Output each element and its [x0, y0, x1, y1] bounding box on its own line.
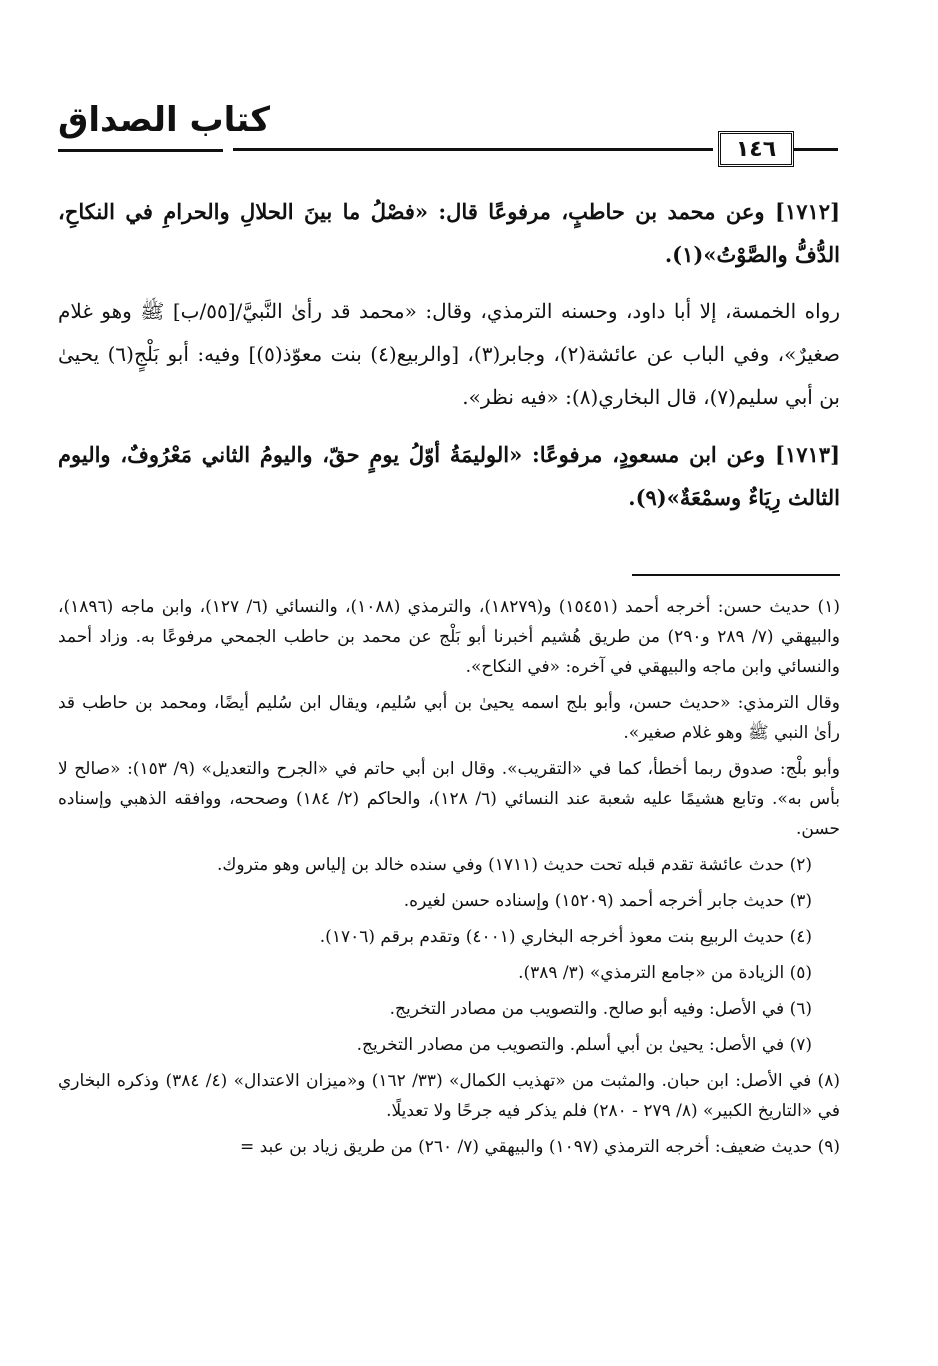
hadith-number: [١٧١٣]: [775, 442, 840, 467]
title-underline: [58, 149, 223, 152]
hadith-text: وعن ابن مسعودٍ، مرفوعًا: «الوليمَةُ أوّلُ يومٍ حقّ، واليومُ الثاني مَعْرُوفٌ، واليوم الثالث رِيَاءٌ وسمْعَةٌ»(٩).: [58, 442, 840, 510]
footnote-2: (٢) حدث عائشة تقدم قبله تحت حديث (١٧١١) وفي سنده خالد بن إلياس وهو متروك.: [216, 855, 812, 875]
main-text: [58, 190, 840, 533]
footnote-5: (٥) الزيادة من «جامع الترمذي» (٣/ ٣٨٩).: [518, 963, 812, 983]
page-header: [58, 95, 838, 170]
footnote-1-continued: وأبو بلْج: صدوق ربما أخطأ، كما في «التقريب». وقال ابن أبي حاتم في «الجرح والتعديل» (٩/ ١٥٣): «صالح لا بأس به». وتابع هشيمًا عليه شعبة عند النسائي (٦/ ١٢٨)، والحاكم (٢/ ١٨٤) وصححه، ووافقه الذهبي وإسناده حسن.: [58, 759, 840, 839]
commentary-paragraph: رواه الخمسة، إلا أبا داود، وحسنه الترمذي، وقال: «محمد قد رأىٰ النَّبيَّ/[٥٥/ب] ﷺ وهو غلام صغيرٌ»، وفي الباب عن عائشة(٢)، وجابر(٣)، [والربيع(٤) بنت معوّذ(٥)] وفيه: أبو بَلْجٍ(٦) يحيىٰ بن أبي سليم(٧)، قال البخاري(٨): «فيه نظر».: [58, 299, 841, 409]
footnote-separator: [632, 574, 840, 576]
page-number: ١٤٦: [718, 131, 794, 167]
hadith-text: وعن محمد بن حاطبٍ، مرفوعًا قال: «فصْلُ ما بينَ الحلالِ والحرامِ في النكاحِ، الدُّفُّ والصَّوْتُ»(١).: [58, 199, 840, 267]
hadith-number: [١٧١٢]: [775, 199, 840, 224]
footnote-1: (١) حديث حسن: أخرجه أحمد (١٥٤٥١) و(١٨٢٧٩)، والترمذي (١٠٨٨)، والنسائي (٦/ ١٢٧)، وابن ماجه (١٨٩٦)، والبيهقي (٧/ ٢٨٩ و٢٩٠) من طريق هُشيم أخبرنا أبو بَلْج عن محمد بن حاطب الجمحي مرفوعًا به. وزاد أحمد والنسائي وابن ماجه والبيهقي في آخره: «في النكاح».: [58, 597, 840, 677]
hadith-1713: [58, 433, 840, 519]
footnote-6: (٦) في الأصل: وفيه أبو صالح. والتصويب من مصادر التخريج.: [389, 999, 812, 1019]
footnote-7: (٧) في الأصل: يحيىٰ بن أبي أسلم. والتصويب من مصادر التخريج.: [356, 1035, 812, 1055]
footnote-3: (٣) حديث جابر أخرجه أحمد (١٥٢٠٩) وإسناده حسن لغيره.: [403, 891, 812, 911]
footnote-9: (٩) حديث ضعيف: أخرجه الترمذي (١٠٩٧) والبيهقي (٧/ ٢٦٠) من طريق زياد بن عبد =: [239, 1137, 840, 1157]
footnote-4: (٤) حديث الربيع بنت معوذ أخرجه البخاري (٤٠٠١) وتقدم برقم (١٧٠٦).: [319, 927, 812, 947]
footnote-8: (٨) في الأصل: ابن حبان. والمثبت من «تهذيب الكمال» (٣٣/ ١٦٢) و«ميزان الاعتدال» (٤/ ٣٨٤) وذكره البخاري في «التاريخ الكبير» (٨/ ٢٧٩ - ٢٨٠) فلم يذكر فيه جرحًا ولا تعديلًا.: [58, 1071, 840, 1121]
book-title: كتاب الصداق: [58, 100, 271, 140]
hadith-1712: [58, 190, 840, 276]
header-rule-left: [233, 148, 713, 151]
header-rule-right: [793, 148, 838, 151]
footnotes: [58, 592, 840, 1168]
footnote-1-continued: وقال الترمذي: «حديث حسن، وأبو بلج اسمه يحيىٰ بن أبي سُليم، ويقال ابن سُليم أيضًا، ومحمد بن حاطب قد رأىٰ النبي ﷺ وهو غلام صغير».: [58, 693, 840, 743]
